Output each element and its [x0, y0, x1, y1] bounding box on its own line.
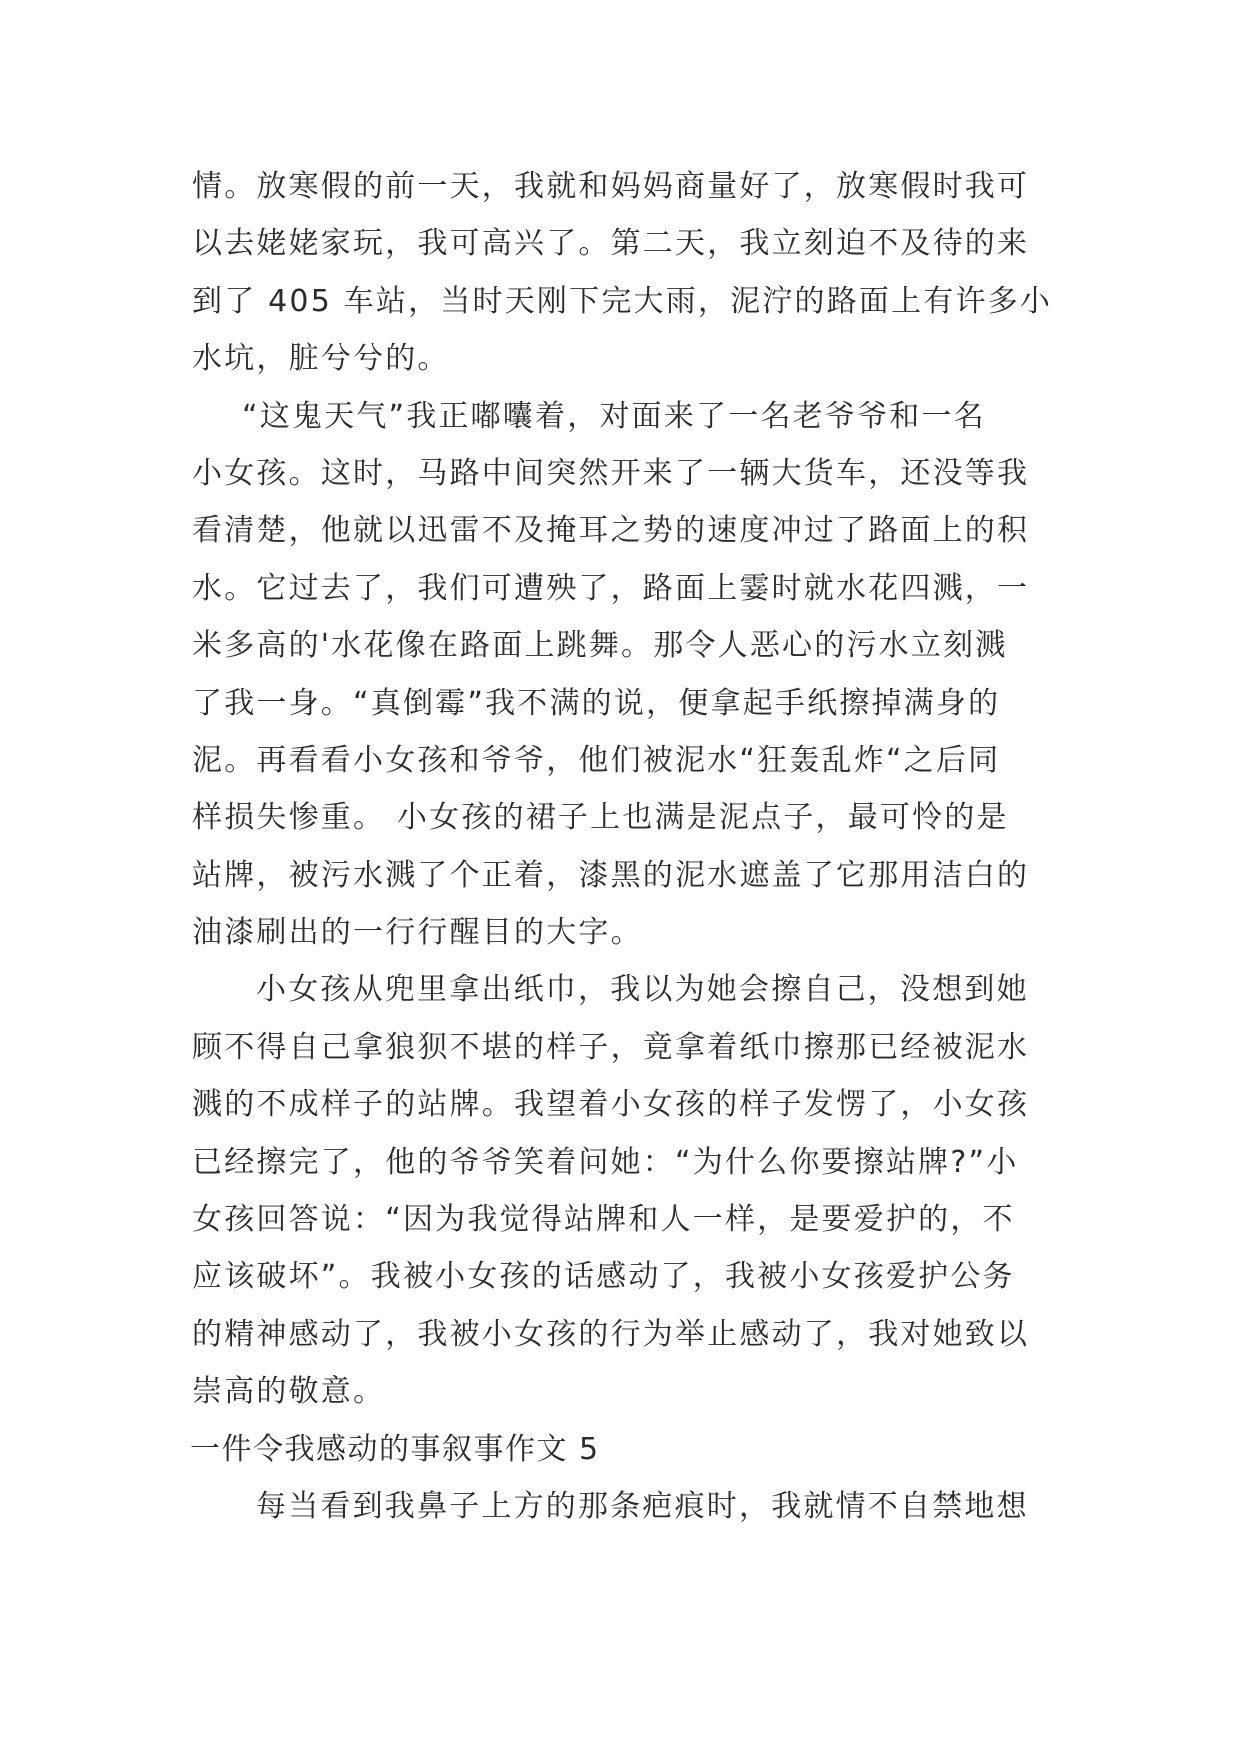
essay-body — [192, 158, 1052, 1535]
text-line: 看清楚，他就以迅雷不及掩耳之势的速度冲过了路面上的积 — [192, 513, 1030, 549]
text-line: 泥。再看看小女孩和爷爷，他们被泥水“狂轰乱炸“之后同 — [192, 742, 1001, 778]
text-line: 的精神感动了，我被小女孩的行为举止感动了，我对她致以 — [192, 1316, 1030, 1352]
text-line: 女孩回答说：“因为我觉得站牌和人一样，是要爱护的，不 — [192, 1202, 1015, 1238]
text-line: 小女孩。这时，马路中间突然开来了一辆大货车，还没等我 — [192, 455, 1030, 491]
text-line: 崇高的敬意。 — [192, 1374, 386, 1410]
paragraph-start-line: 每当看到我鼻子上方的那条疤痕时，我就情不自禁地想 — [256, 1488, 1029, 1524]
paragraph-start-line: “这鬼天气”我正嘟囔着，对面来了一名老爷爷和一名 — [242, 398, 986, 434]
text-line: 样损失惨重。 小女孩的裙子上也满是泥点子，最可怜的是 — [192, 800, 1009, 836]
text-line: 应该破坏”。我被小女孩的话感动了，我被小女孩爱护公务 — [192, 1259, 1015, 1295]
text-line: 溅的不成样子的站牌。我望着小女孩的样子发愣了，小女孩 — [192, 1087, 1030, 1123]
text-line: 已经擦完了，他的爷爷笑着问她：“为什么你要擦站牌?”小 — [192, 1144, 1019, 1180]
text-line: 油漆刷出的一行行醒目的大字。 — [192, 915, 643, 951]
text-line: 米多高的'水花像在路面上跳舞。那令人恶心的污水立刻溅 — [192, 628, 1008, 664]
section-heading: 一件令我感动的事叙事作文 5 — [190, 1431, 600, 1467]
text-line: 水。它过去了，我们可遭殃了，路面上霎时就水花四溅，一 — [192, 570, 1030, 606]
text-line: 站牌，被污水溅了个正着，漆黑的泥水遮盖了它那用洁白的 — [192, 857, 1030, 893]
paragraph-start-line: 小女孩从兜里拿出纸巾，我以为她会擦自己，没想到她 — [256, 972, 1029, 1008]
text-line: 到了 405 车站，当时天刚下完大雨，泥泞的路面上有许多小 — [192, 283, 1053, 319]
text-line: 顾不得自己拿狼狈不堪的样子，竟拿着纸巾擦那已经被泥水 — [192, 1029, 1030, 1065]
text-line: 了我一身。“真倒霉”我不满的说，便拿起手纸擦掉满身的 — [192, 685, 1001, 721]
text-line: 情。放寒假的前一天，我就和妈妈商量好了，放寒假时我可 — [192, 169, 1030, 204]
text-line: 水坑，脏兮兮的。 — [192, 341, 450, 377]
text-line: 以去姥姥家玩，我可高兴了。第二天，我立刻迫不及待的来 — [192, 226, 1030, 262]
